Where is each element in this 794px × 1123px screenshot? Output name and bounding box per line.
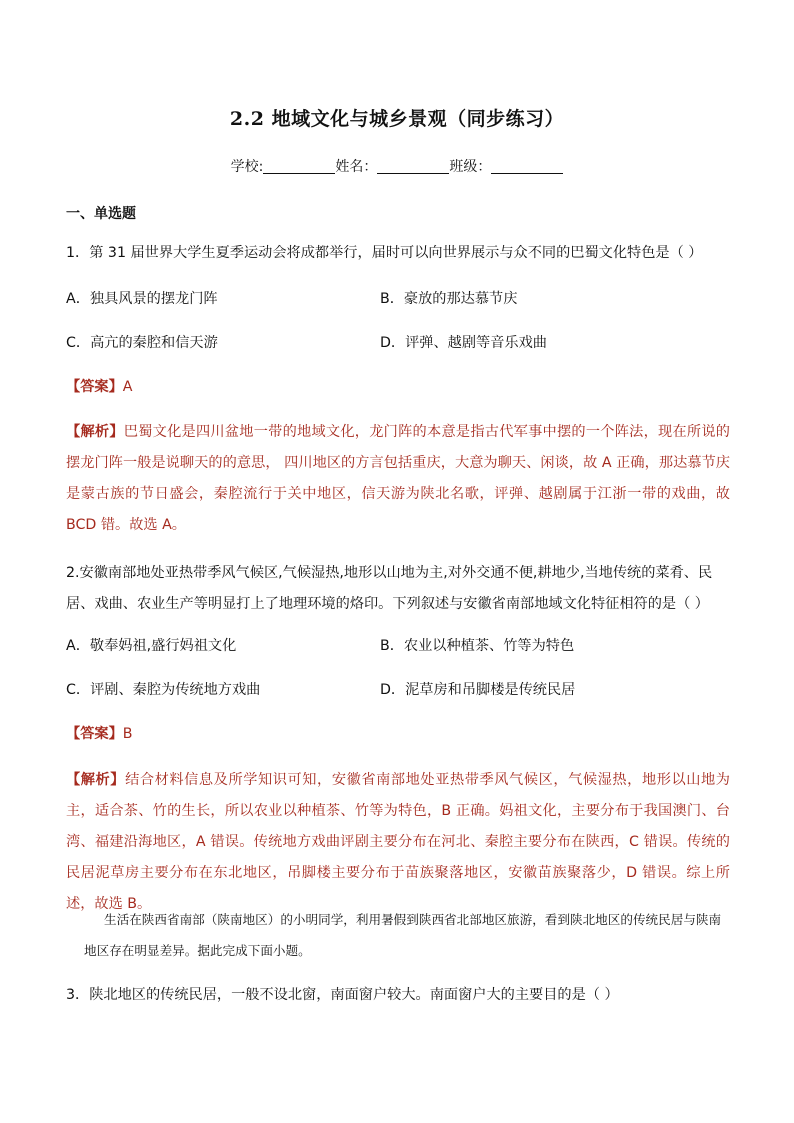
question-2-option-c: C．评剧、秦腔为传统地方戏曲: [66, 682, 261, 698]
school-blank[interactable]: [263, 158, 335, 174]
explanation-tag: 【解析】: [66, 424, 124, 440]
school-label: 学校:: [230, 159, 264, 175]
name-blank[interactable]: [377, 158, 449, 174]
question-2-explanation: [66, 765, 730, 920]
explanation-tag: 【解析】: [66, 772, 126, 788]
question-2-stem: 2.安徽南部地处亚热带季风气候区,气候湿热,地形以山地为主,对外交通不便,耕地少,当地传统的菜肴、民居、戏曲、农业生产等明显打上了地理环境的烙印。下列叙述与安徽省南部地域文化特征相符的是（ ）: [66, 565, 713, 612]
question-2-option-a: A．敬奉妈祖,盛行妈祖文化: [66, 638, 237, 654]
question-1-explanation: [66, 417, 730, 541]
page-title: 2.2 地域文化与城乡景观（同步练习）: [229, 108, 565, 130]
name-label: 姓名：: [335, 159, 378, 175]
explanation-text: 巴蜀文化是四川盆地一带的地域文化，龙门阵的本意是指古代军事中摆的一个阵法，现在所说的摆龙门阵一般是说聊天的的意思， 四川地区的方言包括重庆，大意为聊天、闲谈，故 A 正确，那达慕节庆是蒙古族的节日盛会，秦腔流行于关中地区，信天游为陕北名歌，评弹、越剧属于江浙一带的戏曲，故 BCD 错。故选 A。: [66, 424, 730, 533]
question-1-stem: 1．第 31 届世界大学生夏季运动会将成都举行，届时可以向世界展示与众不同的巴蜀文化特色是（ ）: [66, 245, 703, 261]
question-1-answer: [66, 376, 132, 398]
question-3-stem: 3．陕北地区的传统民居，一般不设北窗，南面窗户较大。南面窗户大的主要目的是（ ）: [66, 987, 619, 1003]
question-1-option-a: A．独具风景的摆龙门阵: [66, 291, 218, 307]
question-2-option-d: D．泥草房和吊脚楼是传统民居: [380, 682, 576, 698]
answer-tag: 【答案】: [66, 726, 123, 742]
answer-tag: 【答案】: [66, 379, 123, 395]
explanation-text: 结合材料信息及所学知识可知，安徽省南部地处亚热带季风气候区，气候湿热，地形以山地为主，适合茶、竹的生长，所以农业以种植茶、竹等为特色，B 正确。妈祖文化，主要分布于我国澳门、台湾、福建沿海地区，A 错误。传统地方戏曲评剧主要分布在河北、秦腔主要分布在陕西，C 错误。传统的民居泥草房主要分布在东北地区，吊脚楼主要分布于苗族聚落地区，安徽苗族聚落少，D 错误。综上所述，故选 B。: [66, 772, 730, 912]
question-2-option-b: B．农业以种植茶、竹等为特色: [380, 638, 575, 654]
section-heading: 一、单选题: [66, 206, 136, 222]
question-1-option-c: C．高亢的秦腔和信天游: [66, 335, 218, 351]
reading-material: 生活在陕西省南部（陕南地区）的小明同学，利用暑假到陕西省北部地区旅游，看到陕北地区的传统民居与陕南地区存在明显差异。据此完成下面小题。: [84, 912, 722, 958]
question-1-option-d: D．评弹、越剧等音乐戏曲: [380, 335, 547, 351]
question-1-option-b: B．豪放的那达慕节庆: [380, 291, 518, 307]
answer-value: B: [122, 726, 133, 742]
class-blank[interactable]: [491, 158, 563, 174]
class-label: 班级：: [449, 159, 492, 175]
answer-value: A: [122, 379, 133, 395]
student-info-line: [0, 156, 794, 176]
question-2-answer: [66, 723, 133, 745]
